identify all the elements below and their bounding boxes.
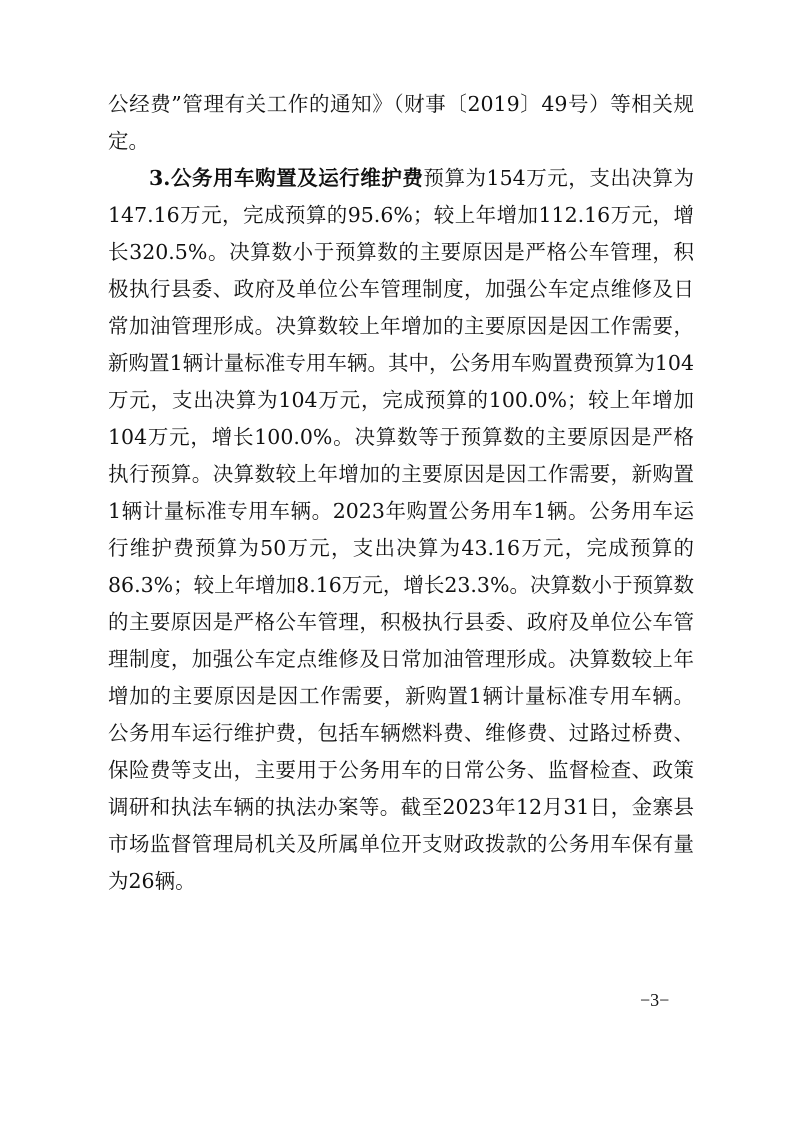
body-text bbox=[108, 86, 694, 900]
paragraph-continuation: 公经费”管理有关工作的通知》（财事〔2019〕49号）等相关规定。 bbox=[108, 92, 694, 153]
paragraph-vehicle-expenses bbox=[108, 160, 694, 900]
page-number: −3− bbox=[640, 990, 670, 1010]
paragraph-body: 预算为154万元，支出决算为147.16万元，完成预算的95.6%；较上年增加112.16万元，增长320.5%。决算数小于预算数的主要原因是严格公车管理，积极执行县委、政府及单位公车管理制度，加强公车定点维修及日常加油管理形成。决算数较上年增加的主要原因是因工作需要，新购置1辆计量标准专用车辆。其中，公务用车购置费预算为104万元，支出决算为104万元，完成预算的100.0%；较上年增加104万元，增长100.0%。决算数等于预算数的主要原因是严格执行预算。决算数较上年增加的主要原因是因工作需要，新购置1辆计量标准专用车辆。2023年购置公务用车1辆。公务用车运行维护费预算为50万元，支出决算为43.16万元，完成预算的86.3%；较上年增加8.16万元，增长23.3%。决算数小于预算数的主要原因是严格公车管理，积极执行县委、政府及单位公车管理制度，加强公车定点维修及日常加油管理形成。决算数较上年增加的主要原因是因工作需要，新购置1辆计量标准专用车辆。公务用车运行维护费，包括车辆燃料费、维修费、过路过桥费、保险费等支出，主要用于公务用车的日常公务、监督检查、政策调研和执法车辆的执法办案等。截至2023年12月31日，金寨县市场监督管理局机关及所属单位开支财政拨款的公务用车保有量为26辆。 bbox=[108, 166, 694, 893]
section-heading: 3.公务用车购置及运行维护费 bbox=[149, 166, 424, 190]
